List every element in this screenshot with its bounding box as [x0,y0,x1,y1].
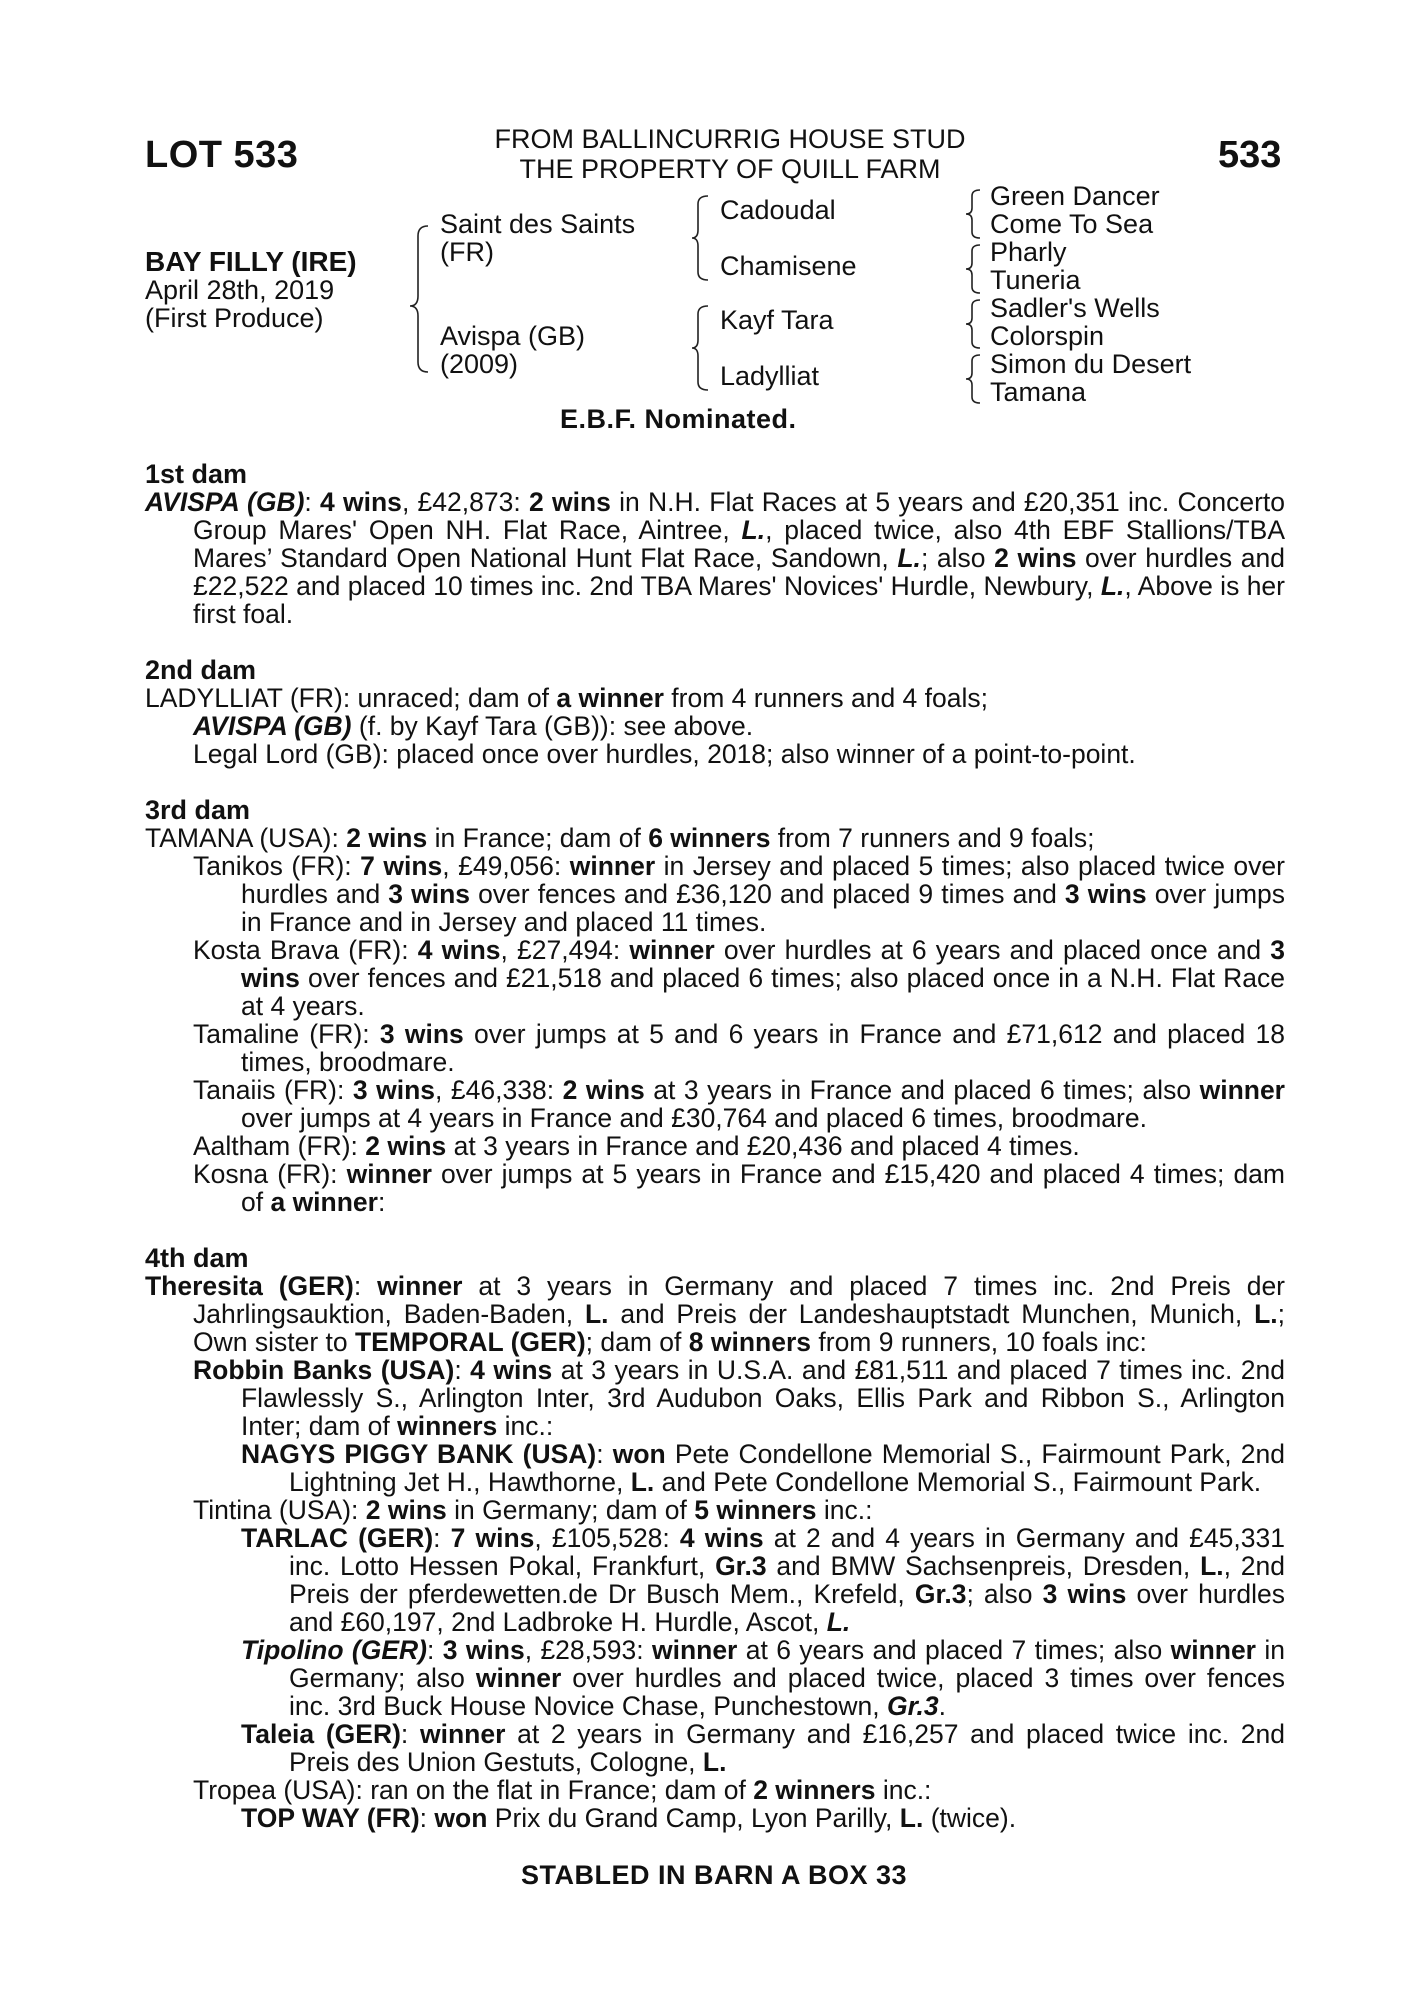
produce-entry: NAGYS PIGGY BANK (USA): won Pete Condellone Memorial S., Fairmount Park, 2nd Lightning Jet H., Hawthorne, L. and Pete Condellone Memorial S., Fairmount Park. [241,1439,1285,1497]
dam-dam: Ladylliat [720,361,820,391]
gen3-1: Green Dancer [990,181,1160,211]
ebf-nominated: E.B.F. Nominated. [560,404,797,434]
produce-entry: Taleia (GER): winner at 2 years in Germany and £16,257 and placed twice inc. 2nd Preis des Union Gestuts, Cologne, L. [241,1719,1285,1777]
third-dam-section [145,796,1285,1216]
produce-entry: TARLAC (GER): 7 wins, £105,528: 4 wins at 2 and 4 years in Germany and £45,331 inc. Lotto Hessen Pokal, Frankfurt, Gr.3 and BMW Sachsenpreis, Dresden, L., 2nd Preis der pferdewetten.de Dr Busch Mem., Krefeld, Gr.3; also 3 wins over hurdles and £60,197, 2nd Ladbroke H. Hurdle, Ascot, L. [241,1523,1285,1637]
produce-entry: Tipolino (GER): 3 wins, £28,593: winner at 6 years and placed 7 times; also winner in Germany; also winner over hurdles and placed twice, placed 3 times over fences inc. 3rd Buck House Novice Chase, Punchestown, Gr.3. [241,1635,1285,1721]
gen3-4: Tuneria [990,265,1081,295]
section-heading: 3rd dam [145,795,251,825]
gen3-8: Tamana [990,377,1087,407]
second-dam-section [145,656,1285,768]
sire-sire: Cadoudal [720,195,836,225]
dam-record: TAMANA (USA): 2 wins in France; dam of 6 winners from 7 runners and 9 foals; [145,823,1095,853]
section-heading: 2nd dam [145,655,257,685]
dam-record: AVISPA (GB): 4 wins, £42,873: 2 wins in N.H. Flat Races at 5 years and £20,351 inc. Concerto Group Mares' Open NH. Flat Race, Aintree, L., placed twice, also 4th EBF Stallions/TBA Mares’ Standard Open National Hunt Flat Race, Sandown, L.; also 2 wins over hurdles and £22,522 and placed 10 times inc. 2nd TBA Mares' Novices' Hurdle, Newbury, L., Above is her first foal. [145,487,1285,629]
section-heading: 4th dam [145,1243,249,1273]
gen3-7: Simon du Desert [990,349,1192,379]
produce-entry: Legal Lord (GB): placed once over hurdles, 2018; also winner of a point-to-point. [193,739,1136,769]
gen3-3: Pharly [990,237,1067,267]
sire-dam: Chamisene [720,251,857,281]
produce-entry: Kosta Brava (FR): 4 wins, £27,494: winner over hurdles at 6 years and placed once and 3 wins over fences and £21,518 and placed 6 times; also placed once in a N.H. Flat Race at 4 years. [193,935,1285,1021]
lot-label: LOT 533 [145,134,299,176]
produce-entry: Tamaline (FR): 3 wins over jumps at 5 and 6 years in France and £71,612 and placed 18 times, broodmare. [193,1019,1285,1077]
dam-name: Avispa (GB) (2009) [440,321,586,379]
horse-name: BAY FILLY (IRE) [145,246,357,277]
sire-name: Saint des Saints (FR) [440,209,636,267]
dam-record: Theresita (GER): winner at 3 years in Germany and placed 7 times inc. 2nd Preis der Jahrlingsauktion, Baden-Baden, L. and Preis der Landeshauptstadt Munchen, Munich, L.; Own sister to TEMPORAL (GER); dam of 8 winners from 9 runners, 10 foals inc: [145,1271,1286,1357]
fourth-dam-section [145,1244,1285,1832]
first-dam-section [145,460,1285,628]
produce-note: (First Produce) [145,303,324,333]
dam-record: LADYLLIAT (FR): unraced; dam of a winner from 4 runners and 4 foals; [145,683,988,713]
gen3-5: Sadler's Wells [990,293,1160,323]
produce-entry: AVISPA (GB) (f. by Kayf Tara (GB)): see above. [193,711,754,741]
produce-entry: Tropea (USA): ran on the flat in France; dam of 2 winners inc.: [193,1775,932,1805]
produce-entry: Robbin Banks (USA): 4 wins at 3 years in U.S.A. and £81,511 and placed 7 times inc. 2nd Flawlessly S., Arlington Inter, 3rd Audubon Oaks, Ellis Park and Ribbon S., Arlington Inter; dam of winners inc.: [193,1355,1285,1441]
produce-entry: TOP WAY (FR): won Prix du Grand Camp, Lyon Parilly, L. (twice). [241,1803,1017,1833]
owner-line: THE PROPERTY OF QUILL FARM [519,154,941,184]
gen3-2: Come To Sea [990,209,1154,239]
stabled-note: STABLED IN BARN A BOX 33 [520,1860,908,1890]
lot-number: 533 [1218,134,1282,176]
produce-entry: Kosna (FR): winner over jumps at 5 years in France and £15,420 and placed 4 times; dam of a winner: [193,1159,1285,1217]
dam-sire: Kayf Tara [720,305,834,335]
gen3-6: Colorspin [990,321,1105,351]
consignor-line: FROM BALLINCURRIG HOUSE STUD [494,124,966,154]
section-heading: 1st dam [145,459,248,489]
pedigree-braces [0,0,1428,420]
produce-entry: Tintina (USA): 2 wins in Germany; dam of 5 winners inc.: [193,1495,873,1525]
produce-entry: Tanikos (FR): 7 wins, £49,056: winner in Jersey and placed 5 times; also placed twice over hurdles and 3 wins over fences and £36,120 and placed 9 times and 3 wins over jumps in France and in Jersey and placed 11 times. [193,851,1286,937]
foaling-date: April 28th, 2019 [145,275,335,305]
produce-entry: Tanaiis (FR): 3 wins, £46,338: 2 wins at 3 years in France and placed 6 times; also winner over jumps at 4 years in France and £30,764 and placed 6 times, broodmare. [193,1075,1285,1133]
produce-entry: Aaltham (FR): 2 wins at 3 years in France and £20,436 and placed 4 times. [193,1131,1080,1161]
